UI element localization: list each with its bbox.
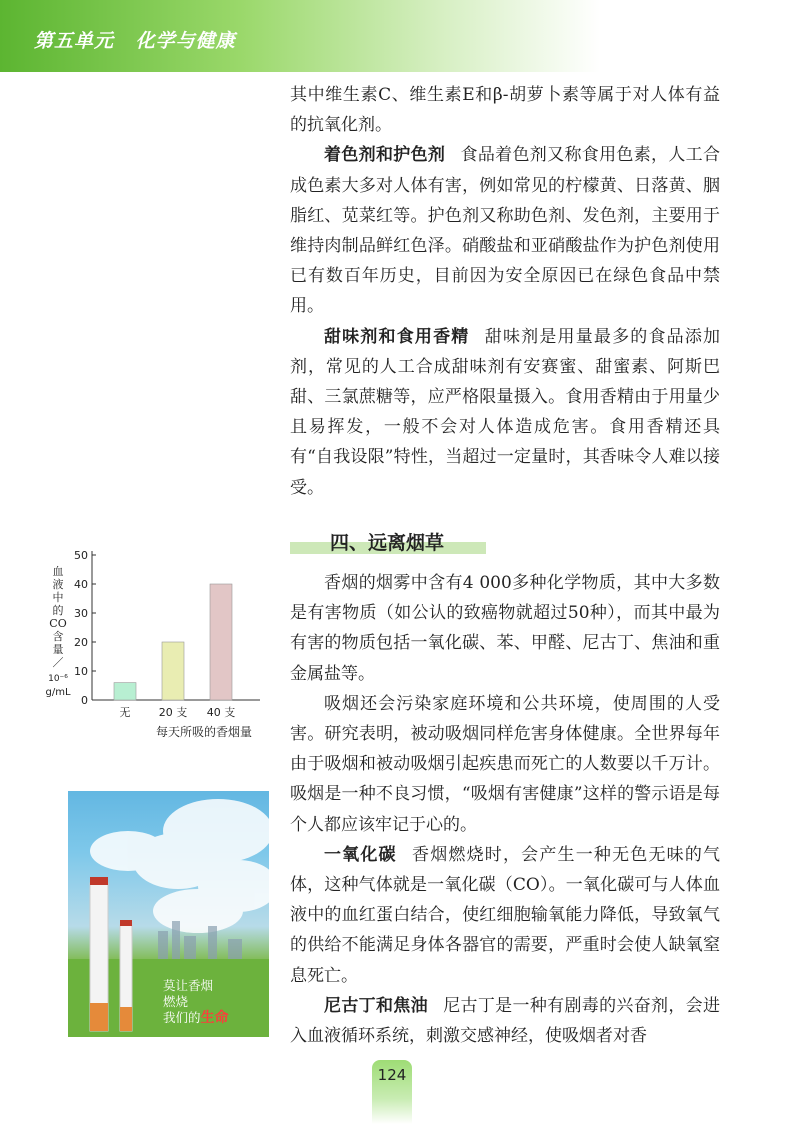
y-axis-label-char: 含 xyxy=(52,630,64,643)
y-axis-label-char: 的 xyxy=(52,604,64,617)
term-colorant: 着色剂和护色剂 xyxy=(324,145,446,166)
y-tick-label: 30 xyxy=(74,607,88,620)
y-axis-label-char: ／ xyxy=(52,656,64,669)
y-axis-label-char: 中 xyxy=(52,591,64,604)
x-axis-title: 每天所吸的香烟量 xyxy=(155,725,253,739)
x-tick-label: 40 支 xyxy=(206,706,236,719)
co-text: 香烟燃烧时，会产生一种无色无味的气体，这种气体就是一氧化碳（CO）。一氧化碳可与人体血液中的血红蛋白结合，使红细胞输氧能力降低，导致氧气的供给不能满足身体各器官的需要，严重时会使人缺氧窒息死亡。 xyxy=(290,844,721,986)
y-tick-label: 0 xyxy=(81,694,88,707)
poster-line-3a: 我们的 xyxy=(163,1010,201,1025)
paragraph-colorant xyxy=(290,140,720,321)
x-tick-label: 20 支 xyxy=(158,706,188,719)
poster-slogan xyxy=(163,978,229,1026)
co-bar-chart xyxy=(40,545,270,750)
paragraph-antioxidant: 其中维生素C、维生素E和β-胡萝卜素等属于对人体有益的抗氧化剂。 xyxy=(290,85,720,136)
nicotine-text: 尼古丁是一种有剧毒的兴奋剂，会进入血液循环系统，刺激交感神经，使吸烟者对香 xyxy=(290,995,721,1047)
paragraph-tobacco-1: 香烟的烟雾中含有4 000多种化学物质，其中大多数是有害物质（如公认的致癌物就超过50种），而其中最为有害的物质包括一氧化碳、苯、甲醛、尼古丁、焦油和重金属盐等。 xyxy=(290,573,720,684)
y-axis-label-char: 量 xyxy=(52,643,64,656)
y-axis-label-char: 血 xyxy=(52,565,64,578)
x-tick-label: 无 xyxy=(119,706,131,719)
page-number: 124 xyxy=(377,1066,407,1084)
bar-0 xyxy=(114,683,136,700)
term-nicotine: 尼古丁和焦油 xyxy=(324,995,428,1016)
y-axis-label-char: 液 xyxy=(52,578,64,591)
page-number-tab xyxy=(372,1060,412,1124)
y-axis-unit-exponent: 10⁻⁶ xyxy=(48,674,68,684)
paragraph-co xyxy=(290,840,720,991)
sweetener-text: 甜味剂是用量最多的食品添加剂，常见的人工合成甜味剂有安赛蜜、甜蜜素、阿斯巴甜、三氯蔗糖等，应严格限量摄入。食用香精由于用量少且易挥发，一般不会对人体造成危害。食用香精还具有“自我设限”特性，当超过一定量时，其香味令人难以接受。 xyxy=(290,326,721,498)
poster-line-1: 莫让香烟 xyxy=(163,978,214,993)
y-tick-label: 40 xyxy=(74,578,88,591)
y-tick-label: 20 xyxy=(74,636,88,649)
poster-line-2: 燃烧 xyxy=(163,994,189,1009)
paragraph-tobacco-2: 吸烟还会污染家庭环境和公共环境，使周围的人受害。研究表明，被动吸烟同样危害身体健康。全世界每年由于吸烟和被动吸烟引起疾患而死亡的人数要以千万计。吸烟是一种不良习惯，“吸烟有害健康”这样的警示语是每个人都应该牢记于心的。 xyxy=(290,693,720,835)
y-axis-label-char: CO xyxy=(49,617,67,630)
bar-2 xyxy=(210,584,232,700)
y-tick-label: 50 xyxy=(74,549,88,562)
section-heading xyxy=(290,528,486,556)
term-co: 一氧化碳 xyxy=(324,844,397,865)
bar-1 xyxy=(162,642,184,700)
unit-label: 第五单元 xyxy=(34,30,115,52)
header-title xyxy=(34,26,250,53)
lower-text-block xyxy=(290,568,720,1051)
no-smoking-poster xyxy=(68,791,269,1037)
colorant-text: 食品着色剂又称食用色素，人工合成色素大多对人体有害，例如常见的柠檬黄、日落黄、胭脂红、苋菜红等。护色剂又称助色剂、发色剂，主要用于维持肉制品鲜红色泽。硝酸盐和亚硝酸盐作为护色剂使用已有数百年历史，目前因为安全原因已在绿色食品中禁用。 xyxy=(290,145,720,317)
paragraph-nicotine xyxy=(290,991,720,1051)
poster-line-3b: 生命 xyxy=(200,1010,229,1026)
upper-text-block xyxy=(290,80,720,503)
paragraph-sweetener xyxy=(290,322,720,503)
poster-line-3 xyxy=(163,1010,229,1026)
y-axis-unit: g/mL xyxy=(45,687,71,698)
unit-title: 化学与健康 xyxy=(135,30,236,52)
y-tick-label: 10 xyxy=(74,665,88,678)
term-sweetener: 甜味剂和食用香精 xyxy=(324,326,470,347)
section-heading-label: 四、远离烟草 xyxy=(330,532,445,554)
